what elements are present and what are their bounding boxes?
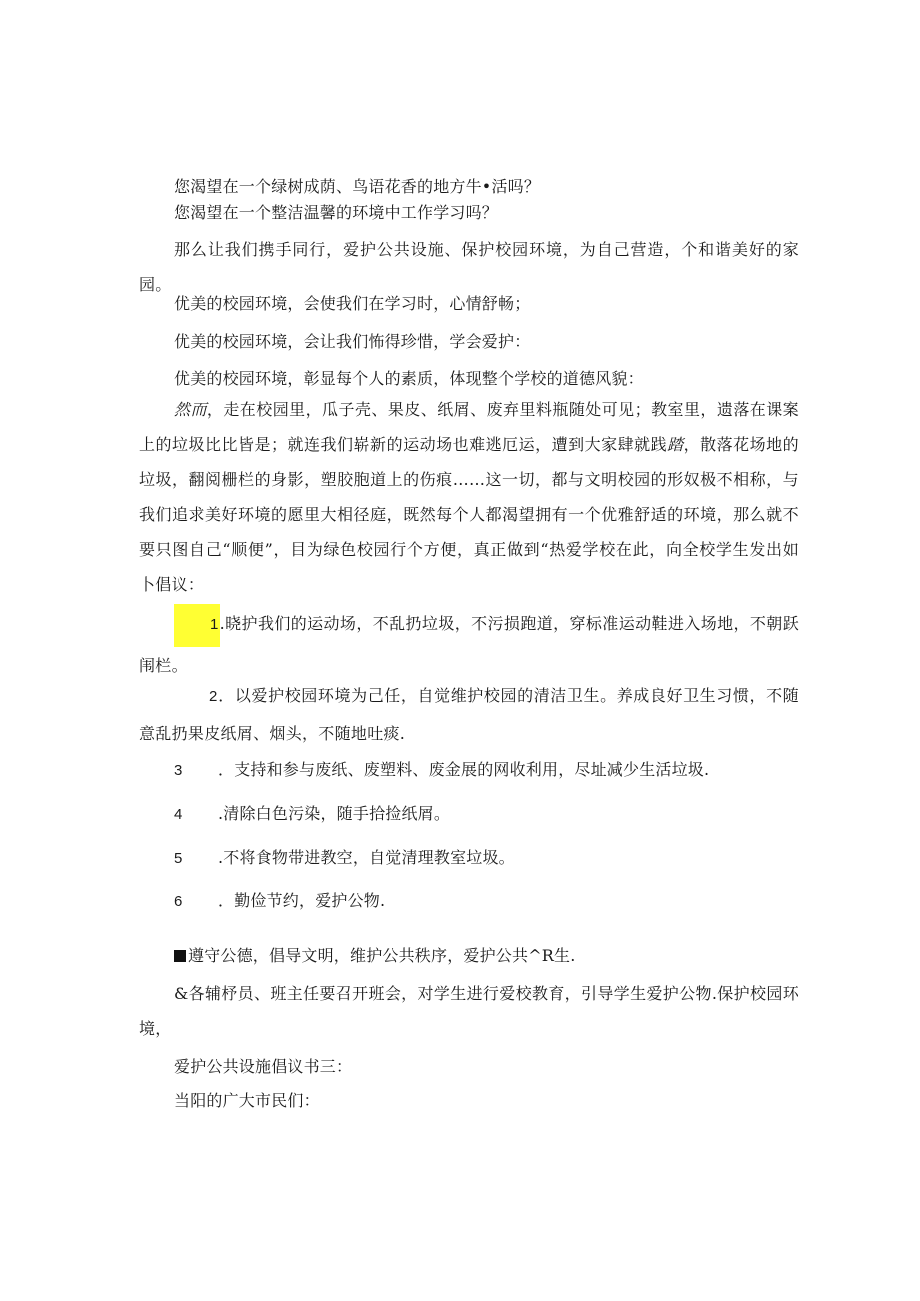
proposal-item-6: [174, 891, 385, 912]
problem-italic-word: 踏: [667, 435, 684, 454]
item-text: .清除白色污染，随手拾捡纸屑。: [218, 804, 451, 823]
intro-line-2: 您渴望在一个整洁温馨的环境中工作学习吗？: [174, 203, 499, 222]
invite-paragraph: 那么让我们携手同行，爱护公共设施、保护校园环境，为自己营造，个和谐美好的家园。: [139, 240, 799, 294]
benefit-line-3: 优美的校园环境，彰显每个人的素质，体现整个学校的道德风貌：: [174, 369, 644, 388]
problem-text: ，走在校园里，瓜子壳、果皮、纸屑、废弃里料瓶随处可见；教室里，遗落在课案上的垃圾比比皆是；就连我们崭新的运动场也难逃厄运，遭到大家肆就践: [139, 400, 799, 454]
proposal-item-2: [139, 677, 799, 752]
item-text: ．勤俭节约，爱护公物.: [218, 891, 386, 910]
problem-text-rest: ，散落花场地的垃圾，翻阅栅栏的身影，塑胶胞道上的伤痕……这一切，都与文明校园的形奴极不相称，与我们追求美好环境的愿里大相径庭，既然每个人都渴望拥有一个优雅舒适的环境，那么就不要只图自己“顺便”，目为绿色校园行个方便，真正做到“热爱学校在此，向全校学生发出如卜倡议：: [139, 435, 799, 594]
proposal-item-4: [174, 804, 450, 825]
item-number: 1: [174, 604, 220, 647]
item-text: ．支持和参与废纸、废塑料、废金展的网收利用，尽址减少生活垃圾.: [218, 760, 710, 779]
item-text: 遵守公德，倡导文明，维护公共秩序，爱护公共^R生.: [188, 946, 576, 965]
item-number: 4: [174, 806, 183, 823]
item-text: .晓护我们的运动场，不乱扔垃圾，不污损跑道，穿标准运动鞋进入场地，不朝跃闱栏。: [139, 614, 799, 675]
item-number: 3: [174, 762, 183, 779]
proposal-item-8: &各辅杼员、班主任要召开班会，对学生进行爱校教育，引导学生爱护公物.保护校园环境，: [139, 984, 799, 1038]
salutation: 当阳的广大市民们：: [174, 1091, 320, 1110]
benefit-line-1: 优美的校园环境，会使我们在学习时，心情舒畅；: [174, 294, 531, 313]
item-number: 2: [209, 688, 218, 705]
item-text: ．以爱护校园环境为己任，自觉维护校园的清洁卫生。养成良好卫生习惯，不随意乱扔果皮纸屑、烟头，不随地吐痰.: [139, 686, 799, 743]
benefit-line-2: 优美的校园环境，会让我们怖得珍惜，学会爱护：: [174, 332, 531, 351]
item-number: 5: [174, 850, 183, 867]
proposal-item-7: [174, 946, 576, 966]
intro-line-1: 您渴望在一个绿树成荫、鸟语花香的地方牛•活吗？: [174, 177, 541, 196]
section-title: 爱护公共设施倡议书三：: [174, 1057, 353, 1076]
bullet-square-icon: [174, 950, 186, 962]
item-text: .不将食物带进教空，自觉清理教室垃圾。: [218, 848, 515, 867]
problem-paragraph: [139, 392, 799, 602]
item-number: 6: [174, 893, 183, 910]
proposal-item-1: [139, 604, 799, 684]
proposal-item-5: [174, 848, 515, 869]
proposal-item-3: [174, 760, 709, 781]
problem-lead: 然而: [174, 400, 207, 419]
